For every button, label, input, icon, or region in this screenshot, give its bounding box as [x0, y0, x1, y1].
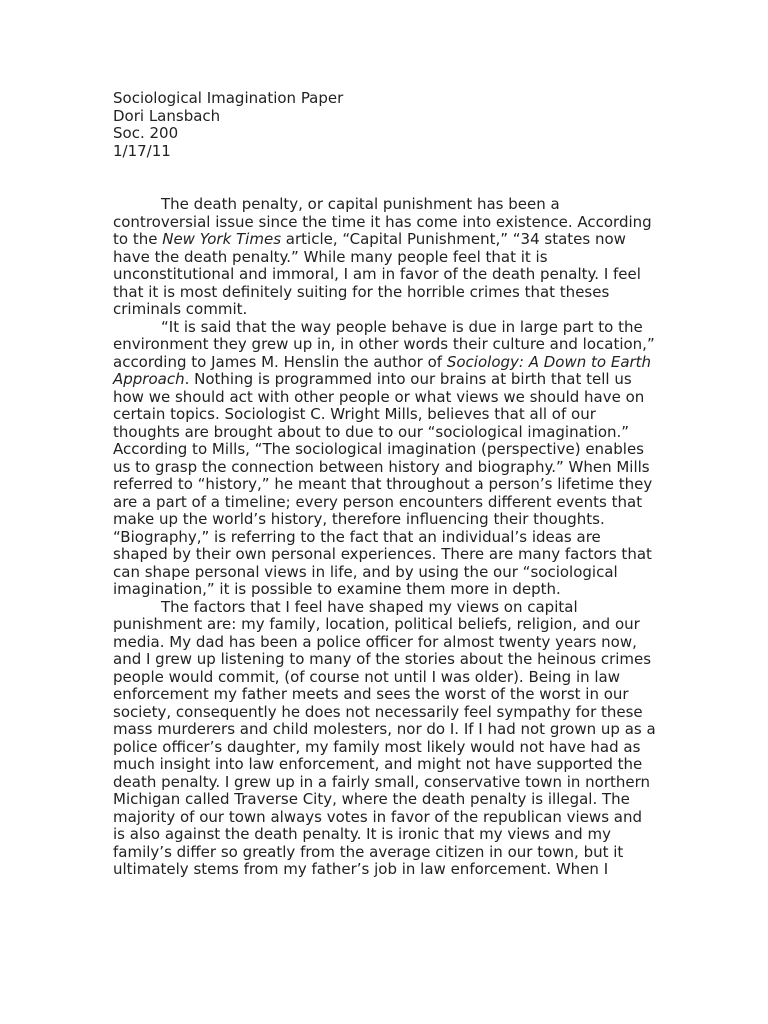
paragraph-3 — [113, 599, 658, 879]
paragraph-italic-text: New York Times — [162, 230, 282, 248]
paragraph-text: article, “Capital Punishment,” “34 states now have the death penalty.” While many people feel that it is unconstitutional and immoral, I am in favor of the death penalty. I feel that it is most definitely suiting for the horrible crimes that theses criminals commit. — [113, 230, 641, 318]
paper-date: 1/17/11 — [113, 141, 171, 160]
paragraph-1 — [113, 196, 658, 319]
paragraph-text: The factors that I feel have shaped my views on capital punishment are: my family, location, political beliefs, religion, and our media. My dad has been a police officer for almost twenty years now, and I grew up listening to many of the stories about the heinous crimes people would commit, (of course not until I was older). Being in law enforcement my father meets and sees the worst of the worst in our society, consequently he does not necessarily feel sympathy for these mass murderers and child molesters, nor do I. If I had not grown up as a police officer’s daughter, my family most likely would not have had as much insight into law enforcement, and might not have supported the death penalty. I grew up in a fairly small, conservative town in northern Michigan called Traverse City, where the death penalty is illegal. The majority of our town always votes in favor of the republican views and is also against the death penalty. It is ironic that my views and my family’s differ so greatly from the average citizen in our town, but it ultimately stems from my father’s job in law enforcement. When I — [113, 597, 656, 878]
document-page — [113, 90, 658, 879]
paragraph-2 — [113, 319, 658, 599]
paragraph-text: “It is said that the way people behave is due in large part to the environment they grew up in, in other words their culture and location,” according to James M. Henslin the author of — [113, 317, 655, 371]
document-header — [113, 90, 658, 160]
author-name: Dori Lansbach — [113, 106, 221, 125]
course-code: Soc. 200 — [113, 124, 179, 142]
paragraph-text: The death penalty, or capital punishment has been a controversial issue since the time it has come into existence. According to the — [113, 195, 652, 248]
paragraph-text: . Nothing is programmed into our brains at birth that tell us how we should act with other people or what views we should have on certain topics. Sociologist C. Wright Mills, believes that all of our thoughts are brought about to due to our “sociological imagination.” According to Mills, “The sociological imagination (perspective) enables us to grasp the connection between history and biography.” When Mills referred to “history,” he meant that throughout a person’s lifetime they are a part of a timeline; every person encounters different events that make up the world’s history, therefore influencing their thoughts. “Biography,” is referring to the fact that an individual’s ideas are shaped by their own personal experiences. There are many factors that can shape personal views in life, and by using the our “sociological imagination,” it is possible to examine them more in depth. — [113, 370, 653, 598]
paragraph-italic-text: Sociology: A Down to Earth Approach — [113, 352, 652, 388]
paper-title: Sociological Imagination Paper — [113, 89, 344, 107]
